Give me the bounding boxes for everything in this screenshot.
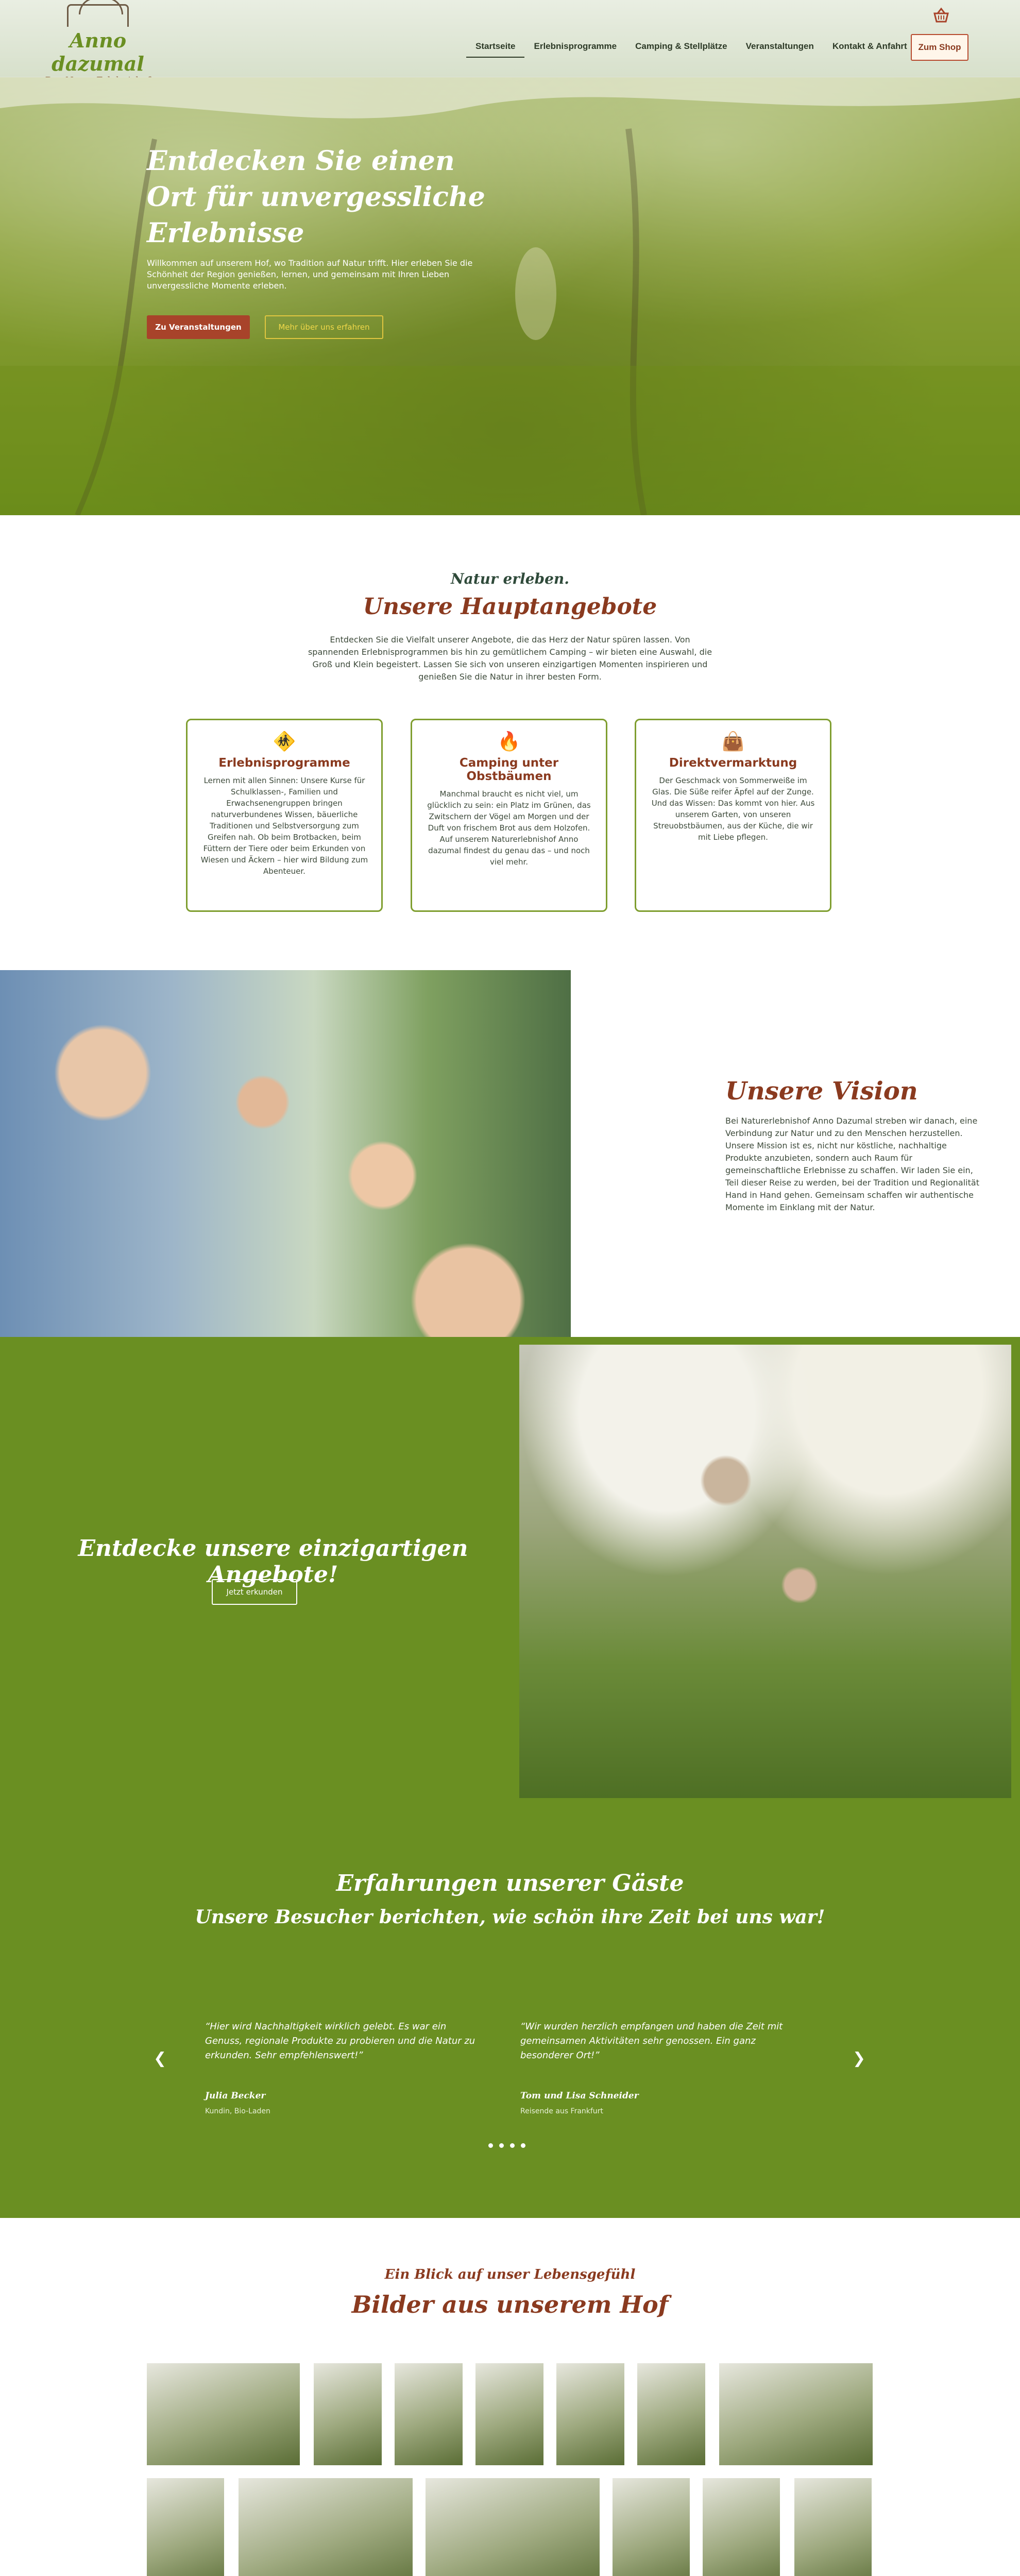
shopping-basket-icon[interactable]: [932, 7, 950, 23]
offers-title: Unsere Hauptangebote: [363, 594, 657, 620]
site-logo[interactable]: [41, 4, 155, 75]
gallery-photo[interactable]: [314, 2363, 382, 2465]
offer-card-direktvermarktung[interactable]: [635, 719, 831, 912]
hero-title: Entdecken Sie einen Ort für unvergessliche Erlebnisse: [147, 145, 485, 249]
logo-title: Anno dazumal: [52, 29, 144, 75]
nav-erlebnisprogramme[interactable]: Erlebnisprogramme: [534, 41, 617, 51]
testimonials-subtitle: Unsere Besucher berichten, wie schön ihre Zeit bei uns war!: [195, 1906, 825, 1928]
testimonial-quote: “Hier wird Nachhaltigkeit wirklich gelebt. Es war ein Genuss, regionale Produkte zu probieren und die Natur zu erkunden. Sehr empfehlenswert!”: [205, 2021, 475, 2061]
testimonial-name: Julia Becker: [205, 2091, 266, 2101]
offers-text: Entdecken Sie die Vielfalt unserer Angebote, die das Herz der Natur spüren lassen. Von spannenden Erlebnisprogrammen bis hin zu gemütlichem Camping – wir bieten eine Auswahl, die Groß und Klein begeistert. Lassen Sie sich von unseren einzigartigen Momenten inspirieren und genießen Sie die Natur in ihrer besten Form.: [308, 635, 712, 682]
gallery-photo[interactable]: [426, 2478, 600, 2576]
testimonial-name: Tom und Lisa Schneider: [520, 2091, 639, 2101]
offer-card-text: Der Geschmack von Sommerweiße im Glas. Die Süße reifer Äpfel auf der Zunge. Und das Wissen: Das kommt von hier. Aus unserem Garten, von unseren Streuobstbäumen, aus der Küche, die wir mit Liebe pflegen.: [651, 776, 815, 842]
gallery-photo[interactable]: [239, 2478, 413, 2576]
carousel-dots: [488, 2143, 525, 2148]
gallery-photo[interactable]: [703, 2478, 780, 2576]
about-us-button[interactable]: Mehr über uns erfahren: [265, 315, 383, 339]
gallery-photo[interactable]: [556, 2363, 624, 2465]
family-selfie-photo: [0, 970, 571, 1337]
gallery-title: Bilder aus unserem Hof: [351, 2291, 669, 2318]
carousel-next-arrow-icon[interactable]: ❯: [853, 2049, 866, 2067]
gallery-photo[interactable]: [147, 2478, 224, 2576]
gallery-photo[interactable]: [395, 2363, 463, 2465]
carousel-dot[interactable]: [510, 2143, 515, 2148]
carousel-dot[interactable]: [499, 2143, 504, 2148]
offer-card-title: Direktvermarktung: [669, 756, 797, 770]
vision-title: Unsere Vision: [725, 1077, 918, 1106]
gallery-kicker: Ein Blick auf unser Lebensgefühl: [384, 2267, 636, 2282]
testimonial-quote: “Wir wurden herzlich empfangen und haben die Zeit mit gemeinsamen Aktivitäten sehr genossen. Ein ganz besonderer Ort!”: [520, 2021, 783, 2061]
gallery-photo[interactable]: [794, 2478, 872, 2576]
mother-daughter-dancing-photo: [519, 1345, 1011, 1798]
site-header: [0, 0, 1020, 77]
gallery-photo[interactable]: [147, 2363, 300, 2465]
hero-section: [0, 77, 1020, 515]
vision-text: Bei Naturerlebnishof Anno Dazumal streben wir danach, eine Verbindung zur Natur und zu den Menschen herzustellen. Unsere Mission ist es, nicht nur köstliche, nachhaltige Produkte anzubieten, sondern auch Raum für gemeinschaftliche Erlebnisse zu schaffen. Wir laden Sie ein, Teil dieser Reise zu werden, bei der Tradition und Regionalität Hand in Hand gehen. Gemeinsam schaffen wir authentische Momente im Einklang mit der Natur.: [725, 1116, 979, 1212]
child-icon: 🚸: [273, 731, 296, 752]
offers-kicker: Natur erleben.: [450, 570, 570, 587]
farmhouse-icon: [67, 4, 129, 27]
carousel-prev-arrow-icon[interactable]: ❮: [154, 2049, 167, 2067]
nav-kontakt[interactable]: Kontakt & Anfahrt: [832, 41, 907, 51]
fire-icon: 🔥: [497, 731, 521, 752]
shopping-bag-icon: 👜: [721, 731, 745, 752]
nav-startseite[interactable]: Startseite: [466, 37, 524, 58]
gallery-photo[interactable]: [637, 2363, 705, 2465]
testimonials-title: Erfahrungen unserer Gäste: [336, 1870, 684, 1896]
offer-card-camping[interactable]: [411, 719, 607, 912]
offer-card-title: Erlebnisprogramme: [218, 756, 350, 770]
offer-card-text: Manchmal braucht es nicht viel, um glücklich zu sein: ein Platz im Grünen, das Zwitschern der Vögel am Morgen und der Duft von frischem Brot aus dem Holzofen. Auf unserem Naturerlebnishof Anno dazumal findest du genau das – und noch viel mehr.: [427, 789, 591, 867]
main-nav: [466, 37, 916, 58]
events-button[interactable]: Zu Veranstaltungen: [147, 315, 250, 339]
explore-button[interactable]: Jetzt erkunden: [212, 1579, 297, 1605]
testimonial-role: Reisende aus Frankfurt: [520, 2107, 603, 2115]
nav-camping[interactable]: Camping & Stellplätze: [635, 41, 727, 51]
gallery-photo[interactable]: [475, 2363, 543, 2465]
carousel-dot[interactable]: [521, 2143, 525, 2148]
shop-button[interactable]: Zum Shop: [911, 34, 968, 61]
offer-card-title: Camping unter Obstbäumen: [459, 756, 559, 783]
gallery-photo[interactable]: [613, 2478, 690, 2576]
testimonial-role: Kundin, Bio-Laden: [205, 2107, 270, 2115]
gallery-photo[interactable]: [719, 2363, 873, 2465]
offer-card-erlebnisprogramme[interactable]: [186, 719, 383, 912]
discover-title: Entdecke unsere einzigartigen Angebote!: [78, 1535, 468, 1588]
nav-veranstaltungen[interactable]: Veranstaltungen: [745, 41, 814, 51]
hero-text: Willkommen auf unserem Hof, wo Tradition auf Natur trifft. Hier erleben Sie die Schönheit der Region genießen, lernen, und gemeinsam mit Ihren Lieben unvergessliche Momente erleben.: [147, 258, 473, 291]
offer-card-text: Lernen mit allen Sinnen: Unsere Kurse für Schulklassen-, Familien und Erwachsenengruppen bringen naturverbundenes Wissen, bäuerliche Traditionen und Selbstversorgung zum Greifen nah. Ob beim Brotbacken, beim Füttern der Tiere oder beim Erkunden von Wiesen und Äckern – hier wird Bildung zum Abenteuer.: [200, 776, 368, 876]
carousel-dot[interactable]: [488, 2143, 493, 2148]
